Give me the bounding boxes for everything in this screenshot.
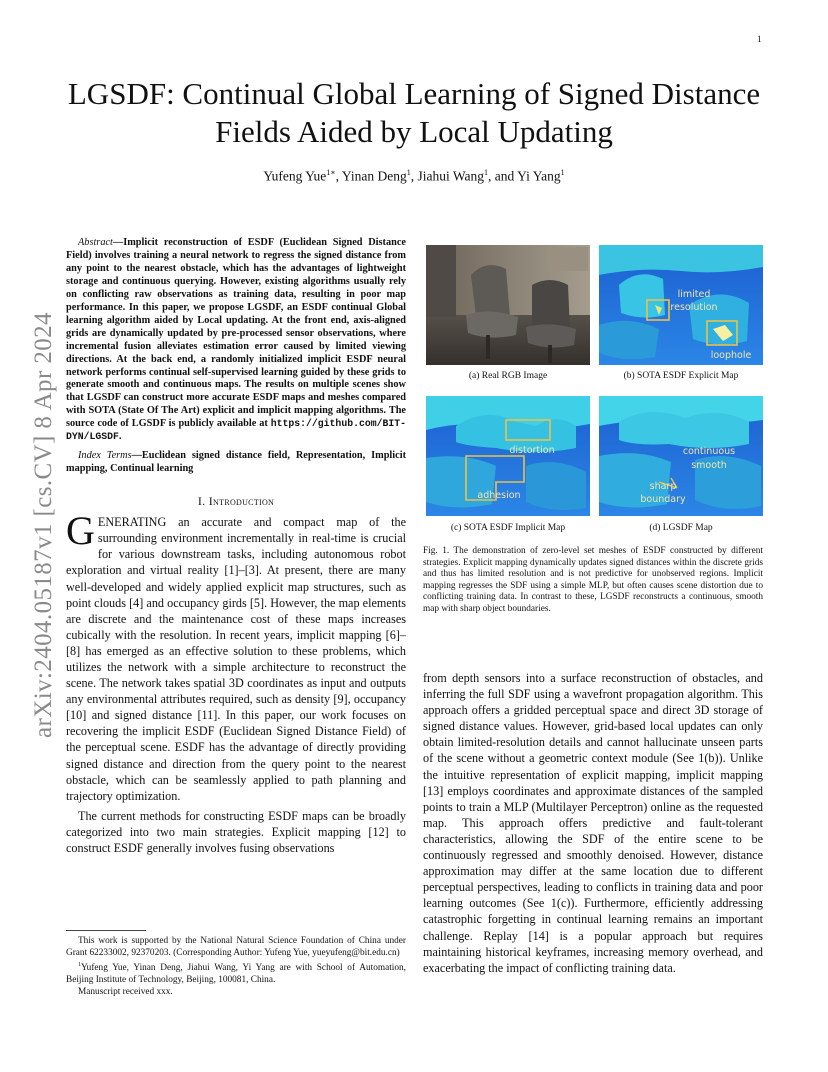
annotation-loophole: loophole	[710, 350, 752, 361]
figure-1a-rgb-image	[426, 245, 590, 365]
annotation-continuous: continuous	[682, 446, 736, 457]
index-terms	[66, 450, 406, 476]
section-heading-introduction	[66, 494, 406, 509]
drop-cap: G	[66, 508, 95, 554]
figure-1-caption: Fig. 1. The demonstration of zero-level set meshes of ESDF constructed by different strategies. Explicit mapping dynamically updates signed distances within the discrete grids and thus has limited resolution and is not predictive for unobserved regions. Implicit mapping regresses the SDF using a simple MLP, but often causes scene distortion due to conflicting training data. In contrast to these, LGSDF reconstructs a continuous, smooth map with sharp object boundaries.	[423, 546, 763, 614]
index-terms-label: Index Terms	[78, 450, 132, 462]
figure-1a-subcaption: (a) Real RGB Image	[468, 371, 548, 381]
abstract-text: —Implicit reconstruction of ESDF (Euclidean Signed Distance Field) involves training a neural network to regress the signed distance from any point to the nearest obstacle, which has the advantages of lightweight storage and continuous querying. However, existing algorithms usually rely on conflicting raw observations as training data, resulting in poor map performance. In this paper, we propose LGSDF, an ESDF continual Global learning algorithm aided by Local updating. At the front end, axis-aligned grids are dynamically updated by pre-processed sensor observations, where incremental fusion alleviates estimation error caused by limited viewing directions. At the back end, a randomly initialized implicit ESDF neural network performs continual self-supervised learning guided by these grids to generate smooth and continuous maps. The results on multiple scenes show that LGSDF can construct more accurate ESDF maps and meshes compared with SOTA (State Of The Art) explicit and implicit mapping algorithms. The source code of LGSDF is publicly available at	[66, 237, 406, 430]
annotation-limited: limited	[677, 289, 711, 300]
author-affiliation-mark: 1	[484, 168, 489, 177]
right-column	[423, 670, 763, 976]
author-affiliation-mark: 1∗	[326, 168, 336, 177]
arxiv-stamp	[23, 290, 65, 760]
figure-1d-subcaption: (d) LGSDF Map	[649, 523, 713, 533]
annotation-resolution: resolution	[670, 302, 718, 313]
page-number: 1	[757, 34, 762, 44]
footnote-funding: This work is supported by the National Natural Science Foundation of China under Grant 62233002, 92370203. (Corresponding Author: Yufeng Yue, yueyufeng@bit.edu.cn)	[66, 936, 406, 958]
author-name: , and Yi Yang	[488, 168, 561, 184]
left-column	[66, 237, 406, 856]
intro-paragraph-1	[66, 508, 406, 804]
author-name: , Yinan Deng	[335, 168, 407, 184]
author-name: Yufeng Yue	[263, 168, 327, 184]
figure-1b-explicit-map	[599, 245, 763, 365]
figure-1b-subcaption: (b) SOTA ESDF Explicit Map	[623, 371, 739, 381]
arxiv-stamp-text: arXiv:2404.05187v1 [cs.CV] 8 Apr 2024	[30, 312, 57, 738]
figure-1d-lgsdf-map	[599, 396, 763, 516]
footnote-affiliation	[66, 959, 406, 986]
abstract-end: .	[118, 431, 122, 443]
author-affiliation-mark: 1	[560, 168, 565, 177]
source-code-link[interactable]: https://github.com/BIT-DYN/LGSDF	[66, 418, 406, 443]
abstract-label: Abstract	[78, 237, 113, 248]
intro-paragraph-2: The current methods for constructing ESDF maps can be broadly categorized into two main strategies. Explicit mapping [12] to construct ESDF generally involves fusing observations	[66, 808, 406, 856]
right-column-paragraph: from depth sensors into a surface reconstruction of obstacles, and inferring the full SDF using a wavefront propagation algorithm. This approach offers a gridded perceptual space and direct 3D storage of signed distance values. However, grid-based local updates can only obtain limited-resolution details and cannot hallucinate unseen parts of the scene without a geometric context module (See 1(b)). Unlike the intuitive representation of explicit mapping, implicit mapping [13] employs coordinates and approximate distances of the sampled points to train a MLP (Multilayer Perceptron) online as the requested map. This approach offers predictive and fault-tolerant characteristics, allowing the SDF of the entire scene to be continuously regressed and smoothly denoised. However, distance approximation may differ at the same location due to different perceptual perspectives, leading to conflicts in training data and poor learning outcomes (See 1(c)). Furthermore, efficiently addressing catastrophic forgetting in continual learning remains an important challenge. Replay [14] is a popular approach but requires maintaining historical keyframes, increasing memory overhead, and exacerbating the impact of conflicting training data.	[423, 671, 763, 975]
annotation-sharp: sharp	[649, 481, 677, 492]
figure-1c-implicit-map	[426, 396, 590, 516]
annotation-adhesion: adhesion	[477, 490, 521, 501]
footnote-rule	[66, 930, 146, 931]
section-heading-text: I. Introduction	[197, 494, 275, 509]
index-terms-text: —Euclidean signed distance field, Representation, Implicit mapping, Continual learning	[66, 450, 407, 475]
author-affiliation-mark: 1	[406, 168, 411, 177]
footnote-affiliation-text: Yufeng Yue, Yinan Deng, Jiahui Wang, Yi Yang are with School of Automation, Beijing Institute of Technology, Beijing, 100081, China.	[66, 963, 406, 986]
annotation-distortion: distortion	[509, 445, 555, 456]
annotation-boundary: boundary	[640, 494, 686, 505]
intro-paragraph-1-text: ENERATING an accurate and compact map of the surrounding environment incrementally in real-time is crucial for various downstream tasks, including autonomous robot exploration and virtual reality [1]–[3]. At present, there are many well-developed and widely applied explicit map structures, such as point clouds [4] and occupancy girds [5]. However, the map elements are discrete and the maintenance cost of these maps increases cubically with the resolution. In recent years, implicit mapping [6]–[8] has emerged as an effective solution to these problems, which utilizes the network with a simple architecture to reconstruct the scene. The network takes spatial 3D coordinates as input and outputs any environmental attributes required, such as density [9], occupancy [10] and signed distance [11]. In this paper, our work focuses on recovering the implicit ESDF (Euclidean Signed Distance Field) of the perceptual scene. ESDF has the advantage of directly providing signed distance and direction from the query point to the nearest obstacle, which can be seamlessly applied to path planning and trajectory optimization.	[66, 515, 406, 803]
footnote-manuscript: Manuscript received xxx.	[78, 987, 173, 998]
author-list	[60, 168, 768, 185]
figure-1c-subcaption: (c) SOTA ESDF Implicit Map	[450, 523, 566, 533]
footnotes	[66, 935, 406, 998]
annotation-smooth: smooth	[691, 460, 727, 471]
footnote-affiliation-mark: 1	[78, 962, 81, 968]
abstract	[66, 237, 406, 444]
author-name: , Jiahui Wang	[410, 168, 485, 184]
paper-title: LGSDF: Continual Global Learning of Signed Distance Fields Aided by Local Updating	[67, 76, 761, 149]
